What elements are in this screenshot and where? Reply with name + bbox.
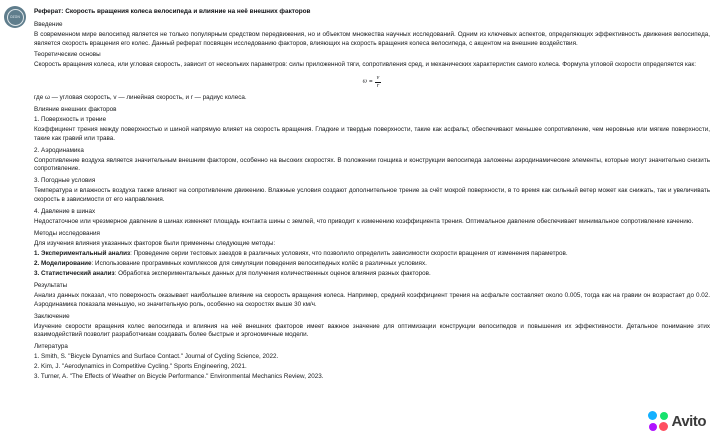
- formula-fraction: [375, 75, 382, 89]
- section-heading-conclusion: Заключение: [34, 312, 70, 320]
- methods-item-text-3: : Обработка экспериментальных данных для получения количественных оценок влияния разных факторов.: [114, 269, 431, 277]
- formula-numerator: v: [376, 75, 380, 82]
- methods-item-label-2: 2. Моделирование: [34, 259, 92, 267]
- avito-logo-icon: [648, 411, 668, 431]
- literature-item-3: 3. Turner, A. "The Effects of Weather on Bicycle Performance." Environmental Mechanics Review, 2023.: [34, 373, 324, 381]
- methods-item-2: [34, 260, 710, 269]
- methods-item-text-1: : Проведение серии тестовых заездов в различных условиях, что позволило определить зависимости скорости вращения от изменения параметров.: [130, 249, 568, 257]
- angular-velocity-formula: [34, 75, 710, 89]
- ozon-logo-text: OZON: [7, 9, 24, 26]
- section-heading-influence: Влияние внешних факторов: [34, 105, 117, 113]
- results-text: Анализ данных показал, что поверхность оказывает наибольшее влияние на скорость вращения колеса. Например, средний коэффициент трения на асфальте составляет около 0.005, тогда как на гравии он возрастает до 0.02. Аэродинамика показала меньшую, но значительную роль, особенно на скоростях выше 30 км/ч.: [34, 291, 710, 308]
- section-heading-results: Результаты: [34, 281, 68, 289]
- avito-watermark-text: Avito: [671, 412, 706, 430]
- formula-denominator: r: [376, 82, 380, 89]
- influence-item-label-3: 3. Погодные условия: [34, 177, 96, 185]
- literature-item-1: 1. Smith, S. "Bicycle Dynamics and Surface Contact." Journal of Cycling Science, 2022.: [34, 353, 279, 361]
- methods-item-1: [34, 250, 710, 259]
- literature-item-2: 2. Kim, J. "Aerodynamics in Competitive Cycling." Sports Engineering, 2021.: [34, 363, 247, 371]
- formula-lhs: ω: [362, 77, 368, 85]
- influence-item-text-3: Температура и влажность воздуха также влияют на сопротивление движению. Влажные условия создают дополнительное трение за счёт мокрой поверхности, в то время как сильный ветер может как снижать, так и увеличивать скорость в зависимости от его направления.: [34, 187, 710, 204]
- formula-equals: =: [369, 77, 373, 85]
- methods-item-3: [34, 270, 710, 279]
- methods-item-label-1: 1. Экспериментальный анализ: [34, 249, 131, 257]
- conclusion-text: Изучение скорости вращения колес велосипеда и влияния на неё внешних факторов имеет важное значение для оптимизации конструкции велосипедов и повышения их эффективности. Детальное понимание этих взаимодействий позволит разработчикам создавать более быстрые и эргономичные модели.: [34, 322, 710, 339]
- ozon-logo: [4, 6, 26, 28]
- page-title: Реферат: Скорость вращения колеса велосипеда и влияние на неё внешних факторов: [34, 8, 311, 15]
- influence-item-text-4: Недостаточное или чрезмерное давление в шинах изменяет площадь контакта шины с землей, что приводит к изменению коэффициента трения. Оптимальное давление обеспечивает минимальное сопротивление качению.: [34, 218, 694, 226]
- document-body: [34, 8, 710, 382]
- influence-item-text-2: Сопротивление воздуха является значительным внешним фактором, особенно на высоких скоростях. В положении гонщика и конструкции велосипеда заложены аэродинамические элементы, которые могут значительно снизить сопротивление.: [34, 156, 710, 173]
- methods-item-text-2: : Использование программных комплексов для симуляции поведения велосипедных колёс в различных условиях.: [91, 259, 427, 267]
- section-heading-methods: Методы исследования: [34, 230, 100, 238]
- influence-item-label-2: 2. Аэродинамика: [34, 146, 84, 154]
- formula-note: где ω — угловая скорость, v — линейная скорость, и r — радиус колеса.: [34, 93, 247, 101]
- methods-intro: Для изучения влияния указанных факторов были применены следующие методы:: [34, 240, 276, 248]
- influence-item-text-1: Коэффициент трения между поверхностью и шиной напрямую влияет на скорость вращения. Гладкие и твердые поверхности, такие как асфальт, обеспечивают меньшее сопротивление, чем неровные или мягкие поверхности, такие как гравий или трава.: [34, 125, 710, 142]
- section-paragraph-theory: Скорость вращения колеса, или угловая скорость, зависит от нескольких параметров: силы приложенной тяги, сопротивления сред, и механических характеристик самого колеса. Формула угловой скорости определяется как:: [34, 61, 696, 69]
- avito-watermark: [648, 411, 706, 431]
- methods-item-label-3: 3. Статистический анализ: [34, 269, 115, 277]
- section-heading-theory: Теоретические основы: [34, 51, 101, 59]
- section-heading-introduction: Введение: [34, 20, 63, 28]
- section-paragraph-introduction: В современном мире велосипед является не только популярным средством передвижения, но и объектом множества научных исследований. Одним из ключевых аспектов, определяющих эффективность движения велосипеда, является скорость вращения его колес. Данный реферат посвящен исследованию факторов, влияющих на скорость вращения колеса велосипеда, с акцентом на внешние воздействия.: [34, 30, 710, 47]
- section-heading-literature: Литература: [34, 343, 68, 351]
- influence-item-label-1: 1. Поверхность и трение: [34, 115, 107, 123]
- influence-item-label-4: 4. Давление в шинах: [34, 208, 96, 216]
